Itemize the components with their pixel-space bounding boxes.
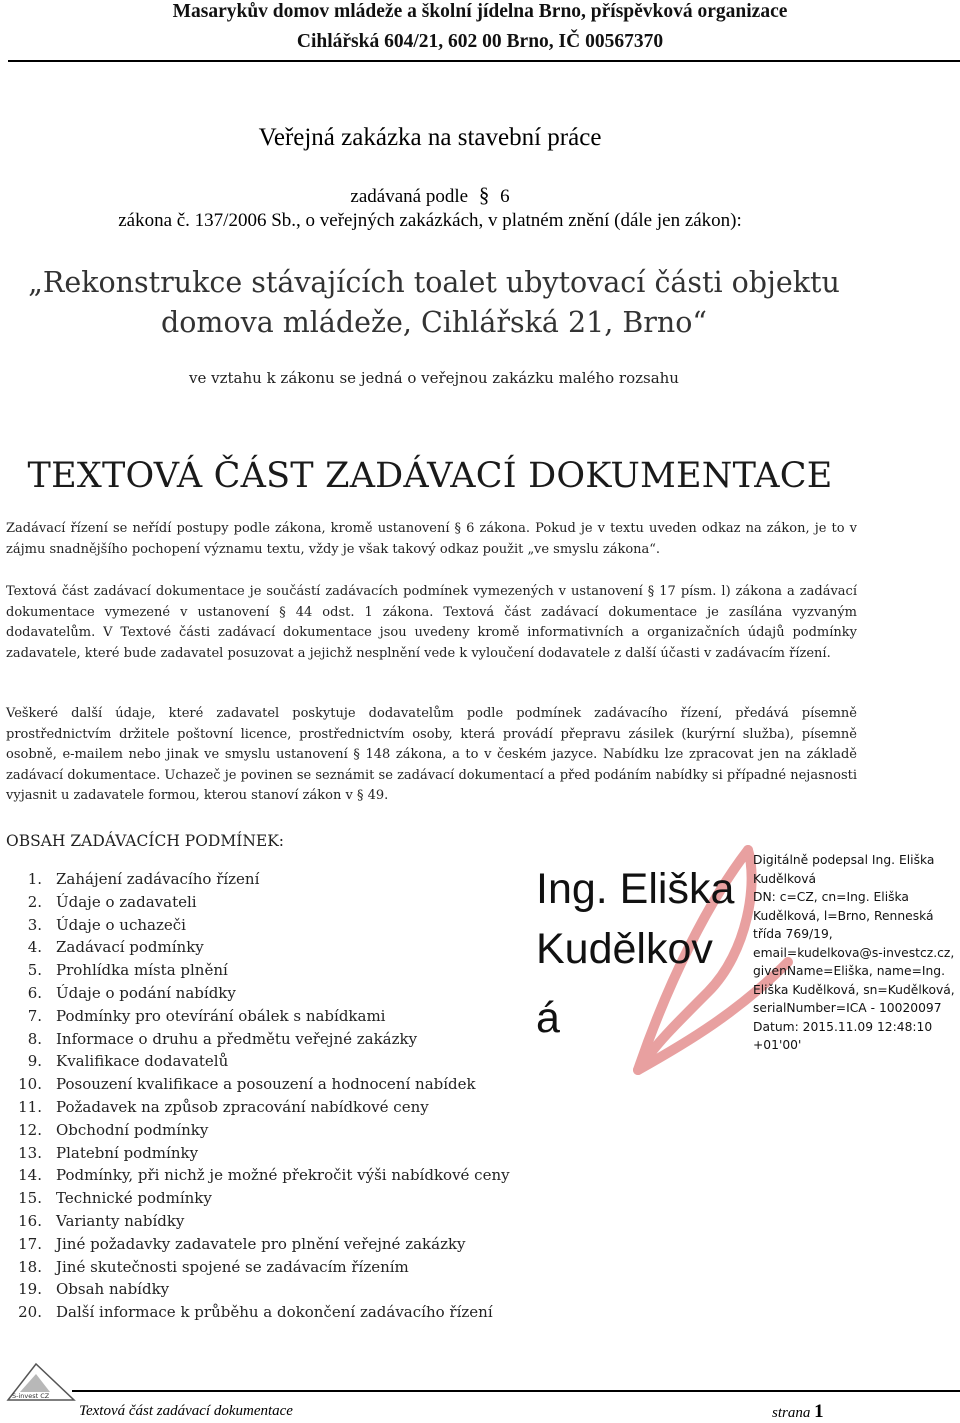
signature-name-line3: á bbox=[536, 994, 560, 1042]
toc-item bbox=[0, 1096, 510, 1119]
toc-item-number: 7. bbox=[27, 1006, 42, 1025]
toc-item-label: Kvalifikace dodavatelů bbox=[56, 1052, 229, 1071]
toc-item-number: 12. bbox=[18, 1120, 42, 1139]
toc-item bbox=[0, 1073, 510, 1096]
header-rule bbox=[8, 60, 960, 62]
scope-paragraph bbox=[6, 582, 857, 664]
signature-detail-line: Datum: 2015.11.09 12:48:10 bbox=[753, 1019, 933, 1034]
toc-list bbox=[0, 868, 510, 1324]
toc-item bbox=[0, 1164, 510, 1187]
footer-page-label: strana bbox=[772, 1405, 811, 1421]
toc-item bbox=[0, 1187, 510, 1210]
footer-page bbox=[772, 1401, 824, 1423]
toc-item-number: 18. bbox=[18, 1257, 42, 1276]
toc-item bbox=[0, 1005, 510, 1028]
signature-detail-line: třída 769/19, bbox=[753, 927, 833, 941]
toc-item bbox=[0, 1233, 510, 1256]
toc-item-label: Varianty nabídky bbox=[56, 1211, 185, 1230]
toc-item-label: Údaje o zadavateli bbox=[56, 892, 197, 911]
section-symbol: § bbox=[478, 183, 490, 207]
section-number: 6 bbox=[500, 186, 510, 207]
toc-item-number: 1. bbox=[27, 870, 42, 888]
toc-item-label: Podmínky pro otevírání obálek s nabídkami bbox=[56, 1006, 386, 1025]
toc-item-number: 17. bbox=[18, 1234, 42, 1253]
toc-item bbox=[0, 868, 510, 891]
toc-item-number: 15. bbox=[18, 1189, 42, 1208]
toc-item bbox=[0, 1142, 510, 1165]
toc-item bbox=[0, 1028, 510, 1051]
toc-item bbox=[0, 1119, 510, 1142]
signature-detail-line: givenName=Eliška, name=Ing. bbox=[753, 964, 946, 978]
toc-item bbox=[0, 936, 510, 959]
scope-note: ve vztahu k zákonu se jedná o veřejnou zakázku malého rozsahu bbox=[189, 369, 679, 387]
toc-item bbox=[0, 1210, 510, 1233]
toc-item-number: 14. bbox=[18, 1166, 42, 1185]
toc-item bbox=[0, 959, 510, 982]
toc-item-label: Další informace k průběhu a dokončení zadávacího řízení bbox=[56, 1303, 493, 1322]
signature-detail-line: Eliška Kudělková, sn=Kudělková, bbox=[753, 982, 955, 997]
toc-item-number: 16. bbox=[18, 1211, 42, 1230]
intro-paragraph bbox=[6, 519, 857, 560]
toc-item-number: 2. bbox=[27, 892, 42, 911]
toc-item-number: 19. bbox=[18, 1280, 42, 1299]
signature-detail-line: +01'00' bbox=[753, 1038, 802, 1052]
toc-item-number: 13. bbox=[18, 1143, 42, 1162]
contract-name-line2: domova mládeže, Cihlářská 21, Brno“ bbox=[161, 306, 707, 339]
organization-address: Cihlářská 604/21, 602 00 Brno, IČ 00567370 bbox=[296, 31, 664, 52]
footer-document-name: Textová část zadávací dokumentace bbox=[79, 1403, 293, 1419]
signature-name-line1: Ing. Eliška bbox=[536, 865, 735, 913]
toc-item-number: 11. bbox=[18, 1097, 42, 1116]
toc-item-number: 6. bbox=[27, 983, 42, 1002]
signature-name-line2: Kudělkov bbox=[536, 925, 713, 973]
toc-item-label: Podmínky, při nichž je možné překročit výši nabídkové ceny bbox=[56, 1166, 510, 1185]
paragraph-3: Veškeré další údaje, které zadavatel poskytuje dodavatelům podle podmínek zadávacího řízení, předává písemně prostřednictvím držitele poštovní licence, prostřednictvím osoby, která provádí přepravu zásilek (kurýrní služba), písemně osobně, e-mailem nebo jinak ve smyslu ustanovení § 148 zákona, a to v českém jazyce. Nabídku lze zpracovat jen na základě zadávací dokumentace. Uchazeč je povinen se seznámit se zadávací dokumentací a před podáním nabídky si případné nejasnosti vyjasnit u zadavatele formou, kterou stanoví zákon v § 49. bbox=[6, 706, 857, 803]
toc-item bbox=[0, 1256, 510, 1279]
toc-item-label: Obsah nabídky bbox=[56, 1280, 170, 1299]
communication-paragraph bbox=[6, 704, 857, 807]
signature-detail-line: Digitálně podepsal Ing. Eliška bbox=[753, 853, 935, 867]
toc-heading: OBSAH ZADÁVACÍCH PODMÍNEK: bbox=[6, 832, 285, 850]
organization-name: Masarykův domov mládeže a školní jídelna Brno, příspěvková organizace bbox=[172, 1, 788, 22]
toc-item-label: Informace o druhu a předmětu veřejné zakázky bbox=[56, 1029, 418, 1048]
legal-basis-line1 bbox=[0, 183, 860, 208]
paragraph-2: Textová část zadávací dokumentace je součástí zadávacích podmínek vymezených v ustanovení § 17 písm. l) zákona a zadávací dokumentace vymezené v ustanovení § 44 odst. 1 zákona. Textová část zadávací dokumentace je zasílána vyzvaným dodavatelům. V Textové části zadávací dokumentace jsou uvedeny kromě informativních a organizačních údajů podmínky zadavatele, které bude zadavatel posuzovat a jejichž nesplnění vede k vyloučení dodavatele z další účasti v zadávacím řízení. bbox=[6, 584, 857, 661]
signature-detail-line: Kudělková bbox=[753, 871, 817, 886]
toc-item-label: Údaje o uchazeči bbox=[56, 915, 186, 934]
paragraph-1: Zadávací řízení se neřídí postupy podle zákona, kromě ustanovení § 6 zákona. Pokud je v textu uveden odkaz na zákon, je to v zájmu snadnějšího pochopení významu textu, vždy je však takový odkaz použit „ve smyslu zákona“. bbox=[6, 521, 857, 557]
toc-item-label: Jiné požadavky zadavatele pro plnění veřejné zakázky bbox=[56, 1234, 466, 1253]
legal-basis-line2: zákona č. 137/2006 Sb., o veřejných zakázkách, v platném znění (dále jen zákon): bbox=[118, 210, 742, 231]
toc-item-label: Prohlídka místa plnění bbox=[56, 961, 228, 980]
signature-details bbox=[753, 851, 960, 1055]
toc-item-number: 4. bbox=[27, 938, 42, 957]
toc-item bbox=[0, 1278, 510, 1301]
company-logo-icon bbox=[6, 1362, 76, 1402]
toc-item bbox=[0, 891, 510, 914]
toc-item-number: 5. bbox=[27, 961, 42, 980]
main-heading: TEXTOVÁ ČÁST ZADÁVACÍ DOKUMENTACE bbox=[27, 456, 833, 496]
signature-detail-line: DN: c=CZ, cn=Ing. Eliška bbox=[753, 890, 909, 904]
signature-detail-line: Kudělková, l=Brno, Renneská bbox=[753, 908, 934, 923]
toc-item-label: Jiné skutečnosti spojené se zadávacím řízením bbox=[56, 1257, 409, 1276]
toc-item-label: Posouzení kvalifikace a posouzení a hodnocení nabídek bbox=[56, 1075, 476, 1094]
toc-item-label: Technické podmínky bbox=[56, 1189, 212, 1208]
signature-detail-line: serialNumber=ICA - 10020097 bbox=[753, 1001, 942, 1015]
toc-item-label: Zadávací podmínky bbox=[56, 938, 204, 957]
toc-item-label: Platební podmínky bbox=[56, 1143, 199, 1162]
toc-item-label: Obchodní podmínky bbox=[56, 1120, 209, 1139]
toc-item-number: 10. bbox=[18, 1075, 42, 1094]
company-logo-text: S-invest CZ bbox=[12, 1392, 50, 1400]
footer-page-number: 1 bbox=[814, 1401, 824, 1422]
toc-item-label: Požadavek na způsob zpracování nabídkové ceny bbox=[56, 1097, 429, 1116]
toc-item bbox=[0, 914, 510, 937]
document-title: Veřejná zakázka na stavební práce bbox=[258, 124, 602, 151]
toc-item-label: Zahájení zadávacího řízení bbox=[56, 870, 260, 888]
toc-item bbox=[0, 1301, 510, 1324]
toc-item-number: 8. bbox=[27, 1029, 42, 1048]
toc-item-number: 9. bbox=[27, 1052, 42, 1071]
toc-item-number: 3. bbox=[27, 915, 42, 934]
legal-basis-text: zadávaná podle bbox=[350, 186, 469, 207]
toc-item bbox=[0, 982, 510, 1005]
toc-item-number: 20. bbox=[18, 1303, 42, 1322]
toc-item-label: Údaje o podání nabídky bbox=[56, 983, 236, 1002]
contract-name-line1: „Rekonstrukce stávajících toalet ubytovací části objektu bbox=[28, 266, 840, 299]
toc-item bbox=[0, 1050, 510, 1073]
signature-detail-line: email=kudelkova@s-investcz.cz, bbox=[753, 945, 955, 960]
footer-rule bbox=[72, 1390, 960, 1392]
